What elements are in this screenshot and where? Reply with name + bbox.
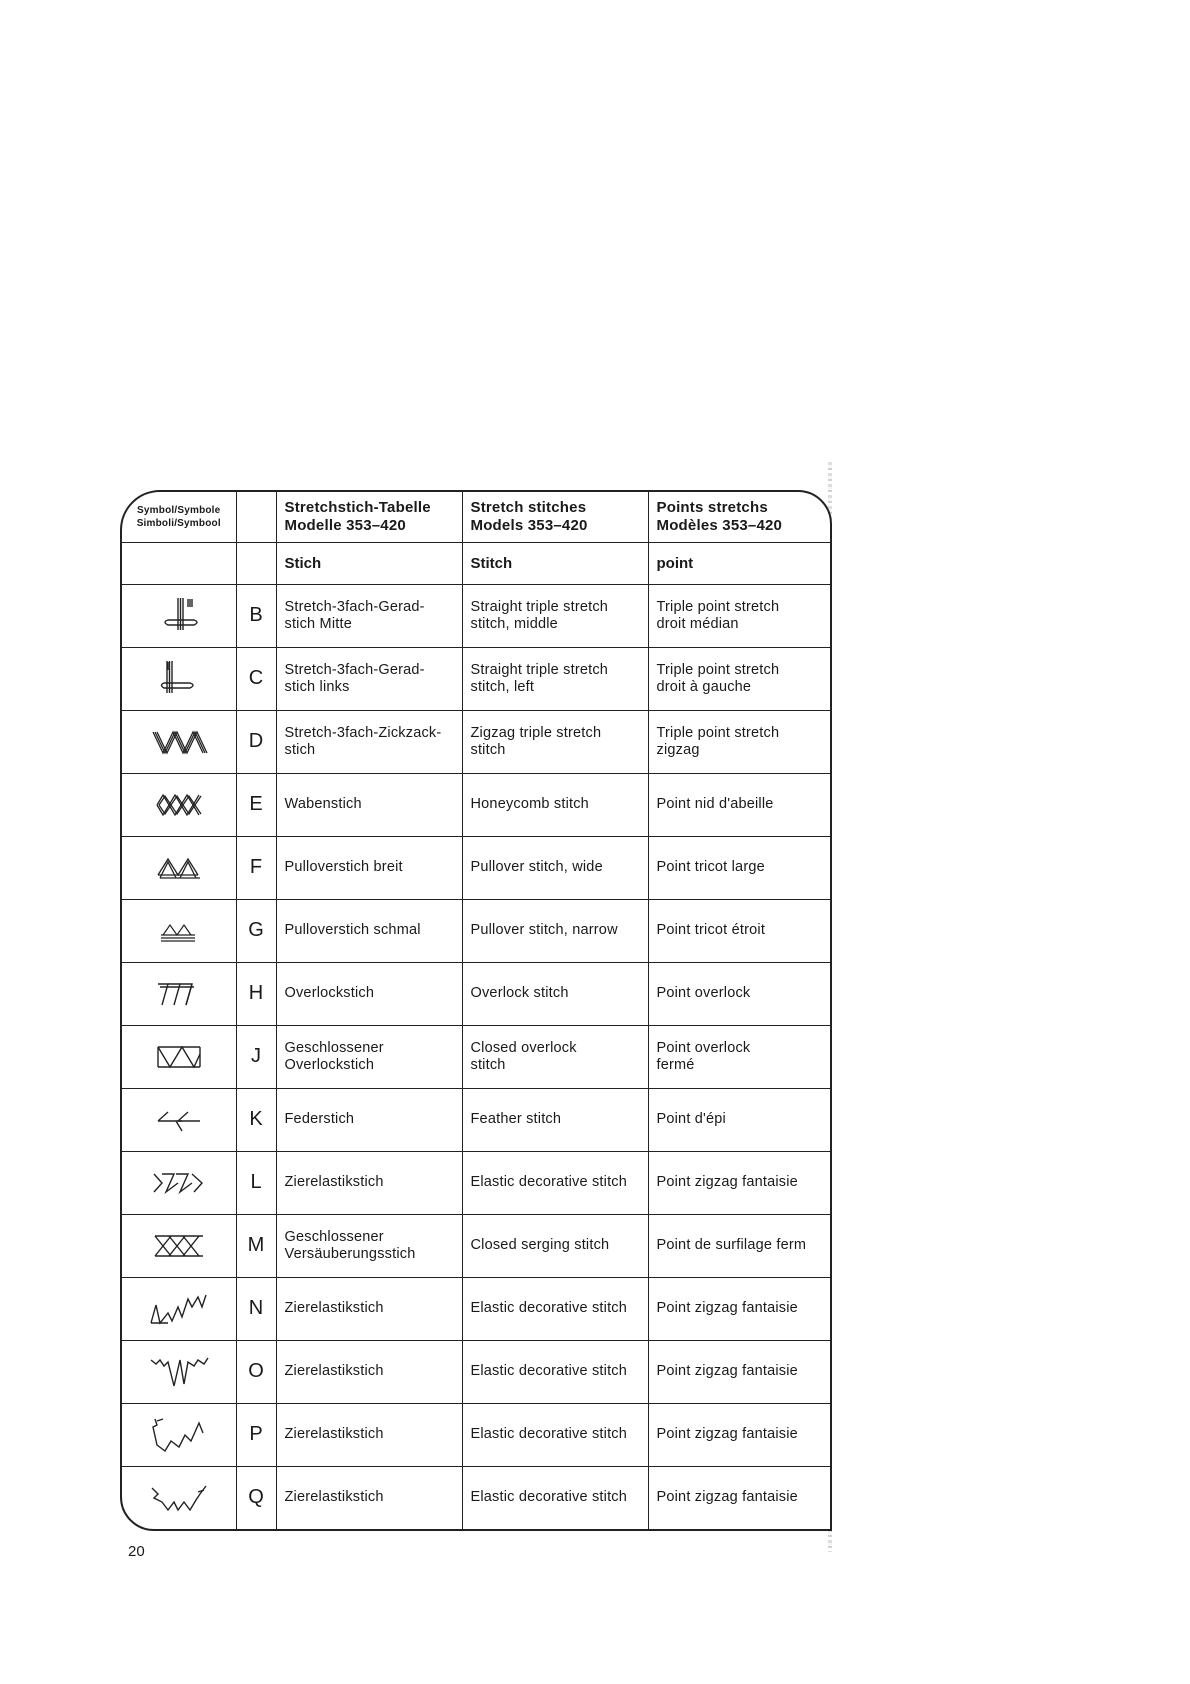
de-text-line-1: Zierelastikstich bbox=[284, 1426, 384, 1442]
english-cell bbox=[462, 647, 648, 710]
de-text-line-2: Versäuberungsstich bbox=[284, 1245, 416, 1262]
symbol-column-header: Symbol/Symbole Simboli/Symbool bbox=[122, 492, 236, 542]
german-cell bbox=[276, 773, 462, 836]
page-number: 20 bbox=[128, 1543, 145, 1560]
honeycomb-icon bbox=[154, 796, 204, 813]
letter-cell: J bbox=[236, 1025, 276, 1088]
stretch-stitch-table-frame bbox=[120, 490, 832, 1531]
symbol-cell bbox=[122, 1466, 236, 1529]
table-body bbox=[122, 584, 830, 1529]
french-cell bbox=[648, 773, 830, 836]
english-cell bbox=[462, 1277, 648, 1340]
en-text-line-1: Elastic decorative stitch bbox=[470, 1363, 628, 1379]
fr-text-line-1: Point nid d'abeille bbox=[656, 796, 774, 812]
fr-text-line-2: zigzag bbox=[656, 741, 700, 758]
letter-cell: E bbox=[236, 773, 276, 836]
elastic-decorative-l-icon bbox=[152, 1174, 206, 1191]
letter-column-header bbox=[236, 492, 276, 542]
en-text-line-2: stitch, left bbox=[470, 678, 535, 695]
letter-cell: O bbox=[236, 1340, 276, 1403]
fr-text-line-1: Triple point stretch bbox=[656, 661, 780, 678]
triple-zigzag-icon bbox=[149, 733, 209, 750]
german-column-header: Stretchstich-Tabelle Modelle 353–420 bbox=[276, 492, 462, 542]
english-cell bbox=[462, 836, 648, 899]
english-subheader: Stitch bbox=[462, 542, 648, 584]
symbol-cell bbox=[122, 1151, 236, 1214]
en-text-line-1: Elastic decorative stitch bbox=[470, 1489, 628, 1506]
pullover-narrow-icon bbox=[157, 922, 201, 939]
de-text-line-1: Geschlossener bbox=[284, 1039, 384, 1056]
en-text-line-1: Closed serging stitch bbox=[470, 1237, 610, 1253]
de-text-line-2: stich Mitte bbox=[284, 615, 352, 632]
table-row bbox=[122, 584, 830, 647]
en-text-line-1: Honeycomb stitch bbox=[470, 796, 589, 812]
french-cell bbox=[648, 1214, 830, 1277]
en-text-line-1: Overlock stitch bbox=[470, 985, 569, 1001]
letter-cell: H bbox=[236, 962, 276, 1025]
triple-straight-left-icon bbox=[154, 670, 204, 687]
table-row bbox=[122, 1088, 830, 1151]
table-row bbox=[122, 1025, 830, 1088]
english-cell bbox=[462, 1025, 648, 1088]
symbol-cell bbox=[122, 1277, 236, 1340]
elastic-decorative-p-icon bbox=[149, 1426, 209, 1443]
english-cell bbox=[462, 1340, 648, 1403]
german-cell bbox=[276, 1151, 462, 1214]
letter-cell: C bbox=[236, 647, 276, 710]
de-text-line-1: Geschlossener bbox=[284, 1228, 384, 1245]
letter-cell: G bbox=[236, 899, 276, 962]
table-row bbox=[122, 1466, 830, 1529]
stretch-stitch-table bbox=[122, 492, 830, 1529]
symbol-cell bbox=[122, 1340, 236, 1403]
table-row bbox=[122, 899, 830, 962]
fr-text-line-1: Point tricot large bbox=[656, 859, 765, 875]
french-cell bbox=[648, 1025, 830, 1088]
german-cell bbox=[276, 1466, 462, 1529]
fr-text-line-1: Point zigzag fantaisie bbox=[656, 1489, 798, 1506]
german-cell bbox=[276, 1340, 462, 1403]
letter-cell: B bbox=[236, 584, 276, 647]
fr-text-line-2: fermé bbox=[656, 1056, 695, 1073]
german-cell bbox=[276, 962, 462, 1025]
english-cell bbox=[462, 773, 648, 836]
letter-subheader bbox=[236, 542, 276, 584]
de-text-line-1: Zierelastikstich bbox=[284, 1489, 384, 1506]
french-cell bbox=[648, 1277, 830, 1340]
symbol-subheader bbox=[122, 542, 236, 584]
symbol-cell bbox=[122, 1214, 236, 1277]
german-cell bbox=[276, 647, 462, 710]
letter-cell: P bbox=[236, 1403, 276, 1466]
de-text-line-1: Pulloverstich breit bbox=[284, 859, 403, 875]
english-cell bbox=[462, 1466, 648, 1529]
fr-text-line-1: Point d'épi bbox=[656, 1111, 726, 1127]
de-text-line-2: stich bbox=[284, 741, 316, 758]
table-subheader-row bbox=[122, 542, 830, 584]
french-cell bbox=[648, 899, 830, 962]
french-cell bbox=[648, 647, 830, 710]
de-text-line-1: Stretch-3fach-Gerad- bbox=[284, 598, 425, 615]
letter-cell: M bbox=[236, 1214, 276, 1277]
english-cell bbox=[462, 584, 648, 647]
en-text-line-2: stitch, middle bbox=[470, 615, 558, 632]
de-text-line-1: Overlockstich bbox=[284, 985, 375, 1001]
german-cell bbox=[276, 899, 462, 962]
fr-text-line-1: Point zigzag fantaisie bbox=[656, 1363, 798, 1379]
table-row bbox=[122, 647, 830, 710]
letter-cell: K bbox=[236, 1088, 276, 1151]
fr-text-line-1: Point overlock bbox=[656, 1039, 751, 1056]
feather-icon bbox=[154, 1111, 204, 1128]
german-cell bbox=[276, 1214, 462, 1277]
letter-cell: F bbox=[236, 836, 276, 899]
de-text-line-2: stich links bbox=[284, 678, 350, 695]
french-cell bbox=[648, 710, 830, 773]
en-text-line-2: stitch bbox=[470, 741, 506, 758]
fr-text-line-1: Point tricot étroit bbox=[656, 922, 766, 938]
german-cell bbox=[276, 836, 462, 899]
elastic-decorative-q-icon bbox=[148, 1489, 210, 1506]
french-subheader: point bbox=[648, 542, 830, 584]
fr-text-line-1: Point de surfilage ferm bbox=[656, 1237, 807, 1253]
table-row bbox=[122, 773, 830, 836]
en-text-line-1: Zigzag triple stretch bbox=[470, 724, 602, 741]
german-cell bbox=[276, 710, 462, 773]
table-row bbox=[122, 1277, 830, 1340]
german-subheader: Stich bbox=[276, 542, 462, 584]
letter-cell: L bbox=[236, 1151, 276, 1214]
letter-cell: D bbox=[236, 710, 276, 773]
en-text-line-1: Closed overlock bbox=[470, 1039, 577, 1056]
french-cell bbox=[648, 836, 830, 899]
french-cell bbox=[648, 584, 830, 647]
de-text-line-1: Wabenstich bbox=[284, 796, 362, 812]
english-cell bbox=[462, 710, 648, 773]
table-header-row bbox=[122, 492, 830, 542]
symbol-cell bbox=[122, 899, 236, 962]
english-cell bbox=[462, 899, 648, 962]
en-text-line-1: Pullover stitch, wide bbox=[470, 859, 603, 875]
en-text-line-1: Elastic decorative stitch bbox=[470, 1174, 628, 1190]
german-cell bbox=[276, 1277, 462, 1340]
de-text-line-1: Stretch-3fach-Zickzack- bbox=[284, 724, 442, 741]
table-row bbox=[122, 710, 830, 773]
french-cell bbox=[648, 1151, 830, 1214]
symbol-cell bbox=[122, 584, 236, 647]
fr-text-line-1: Triple point stretch bbox=[656, 598, 780, 615]
de-text-line-2: Overlockstich bbox=[284, 1056, 375, 1073]
french-cell bbox=[648, 962, 830, 1025]
fr-text-line-2: droit à gauche bbox=[656, 678, 752, 695]
symbol-cell bbox=[122, 1088, 236, 1151]
symbol-cell bbox=[122, 647, 236, 710]
english-column-header: Stretch stitches Models 353–420 bbox=[462, 492, 648, 542]
elastic-decorative-o-icon bbox=[148, 1363, 210, 1380]
fr-text-line-1: Point zigzag fantaisie bbox=[656, 1300, 798, 1316]
symbol-cell bbox=[122, 1025, 236, 1088]
english-cell bbox=[462, 1214, 648, 1277]
table-row bbox=[122, 836, 830, 899]
table-row bbox=[122, 1403, 830, 1466]
symbol-cell bbox=[122, 962, 236, 1025]
de-text-line-1: Stretch-3fach-Gerad- bbox=[284, 661, 425, 678]
closed-serging-icon bbox=[152, 1237, 206, 1254]
en-text-line-1: Elastic decorative stitch bbox=[470, 1300, 628, 1316]
letter-cell: Q bbox=[236, 1466, 276, 1529]
de-text-line-1: Zierelastikstich bbox=[284, 1300, 384, 1316]
french-cell bbox=[648, 1403, 830, 1466]
en-text-line-1: Pullover stitch, narrow bbox=[470, 922, 618, 938]
de-text-line-1: Zierelastikstich bbox=[284, 1174, 384, 1190]
de-text-line-1: Zierelastikstich bbox=[284, 1363, 384, 1379]
en-text-line-1: Feather stitch bbox=[470, 1111, 562, 1127]
english-cell bbox=[462, 1151, 648, 1214]
fr-text-line-1: Triple point stretch bbox=[656, 724, 780, 741]
en-text-line-2: stitch bbox=[470, 1056, 506, 1073]
en-text-line-1: Straight triple stretch bbox=[470, 598, 609, 615]
fr-text-line-1: Point zigzag fantaisie bbox=[656, 1426, 798, 1442]
triple-straight-middle-icon bbox=[154, 607, 204, 624]
letter-cell: N bbox=[236, 1277, 276, 1340]
french-cell bbox=[648, 1340, 830, 1403]
table-row bbox=[122, 962, 830, 1025]
fr-text-line-1: Point overlock bbox=[656, 985, 751, 1001]
german-cell bbox=[276, 1403, 462, 1466]
english-cell bbox=[462, 1088, 648, 1151]
symbol-cell bbox=[122, 836, 236, 899]
fr-text-line-1: Point zigzag fantaisie bbox=[656, 1174, 798, 1190]
pullover-wide-icon bbox=[154, 859, 204, 876]
en-text-line-1: Straight triple stretch bbox=[470, 661, 609, 678]
de-text-line-1: Pulloverstich schmal bbox=[284, 922, 421, 938]
closed-overlock-icon bbox=[154, 1048, 204, 1065]
table-row bbox=[122, 1214, 830, 1277]
symbol-cell bbox=[122, 773, 236, 836]
overlock-icon bbox=[154, 985, 204, 1002]
elastic-decorative-n-icon bbox=[148, 1300, 210, 1317]
de-text-line-1: Federstich bbox=[284, 1111, 355, 1127]
fr-text-line-2: droit médian bbox=[656, 615, 739, 632]
french-cell bbox=[648, 1466, 830, 1529]
german-cell bbox=[276, 584, 462, 647]
table-row bbox=[122, 1340, 830, 1403]
german-cell bbox=[276, 1088, 462, 1151]
french-column-header: Points stretchs Modèles 353–420 bbox=[648, 492, 830, 542]
en-text-line-1: Elastic decorative stitch bbox=[470, 1426, 628, 1442]
symbol-cell bbox=[122, 710, 236, 773]
english-cell bbox=[462, 962, 648, 1025]
symbol-cell bbox=[122, 1403, 236, 1466]
german-cell bbox=[276, 1025, 462, 1088]
english-cell bbox=[462, 1403, 648, 1466]
french-cell bbox=[648, 1088, 830, 1151]
table-row bbox=[122, 1151, 830, 1214]
